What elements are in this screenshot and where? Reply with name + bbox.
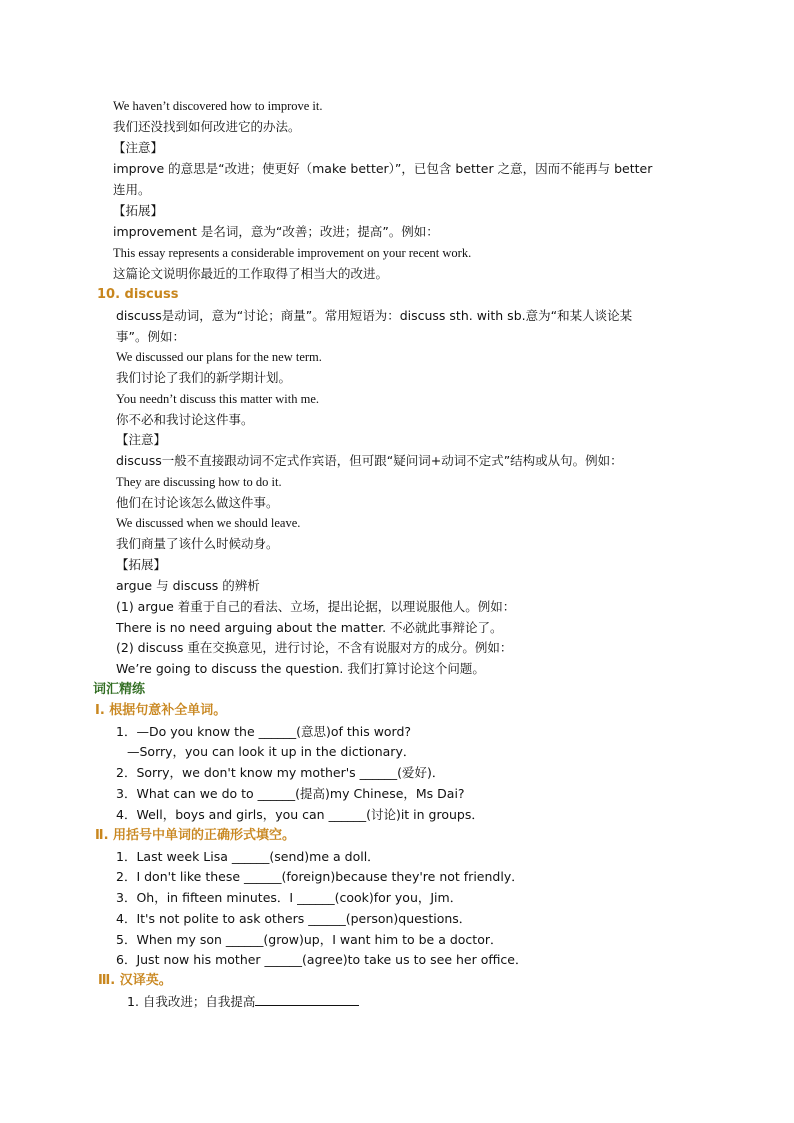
note-label: 【注意】: [116, 432, 167, 447]
extension-text: improvement 是名词，意为“改善；改进；提高”。例如：: [113, 224, 439, 239]
example-sentence: We discussed our plans for the new term.: [116, 350, 322, 364]
translation: 他们在讨论该怎么做这件事。: [116, 495, 279, 510]
extension-label: 【拓展】: [113, 203, 164, 218]
translation-item-1: [127, 993, 359, 1011]
extension-label: 【拓展】: [116, 557, 167, 572]
note-text: improve 的意思是“改进；使更好（make better）”，已包含 better 之意，因而不能再与 better: [113, 161, 653, 176]
comparison-point-2: (2) discuss 重在交换意见，进行讨论，不含有说服对方的成分。例如：: [116, 640, 513, 655]
translation: 我们商量了该什么时候动身。: [116, 536, 279, 551]
note-text-cont: 连用。: [113, 182, 151, 197]
exercise-part-1-heading: Ⅰ. 根据句意补全单词。: [95, 703, 227, 718]
exercise-item: 2．I don't like these ______(foreign)because they're not friendly．: [116, 869, 524, 884]
exercise-item: 6．Just now his mother ______(agree)to take us to see her office．: [116, 952, 528, 967]
definition-text-cont: 事”。例如：: [116, 329, 185, 344]
example-sentence: This essay represents a considerable improvement on your recent work.: [113, 246, 472, 260]
example-sentence: We’re going to discuss the question. 我们打算讨论这个问题。: [116, 661, 485, 676]
exercise-item: 1．—Do you know the ______(意思)of this word?: [116, 724, 412, 739]
exercise-item: 4．It's not polite to ask others ______(person)questions．: [116, 911, 472, 926]
example-sentence: You needn’t discuss this matter with me.: [116, 392, 320, 406]
translation-item-1-label: 1. 自我改进；自我提高: [127, 994, 256, 1009]
section-heading-discuss: 10. discuss: [97, 287, 179, 302]
exercise-heading: 词汇精练: [93, 682, 146, 697]
example-sentence: There is no need arguing about the matter. 不必就此事辩论了。: [116, 620, 503, 635]
translation: 这篇论文说明你最近的工作取得了相当大的改进。: [113, 266, 389, 281]
exercise-item: 4．Well，boys and girls，you can ______(讨论)it in groups．: [116, 807, 484, 822]
exercise-part-2-heading: Ⅱ. 用括号中单词的正确形式填空。: [95, 828, 296, 843]
exercise-item-answer: —Sorry，you can look it up in the dictionary．: [127, 744, 416, 759]
exercise-item: 3．What can we do to ______(提高)my Chinese，Ms Dai?: [116, 786, 465, 801]
example-sentence: We discussed when we should leave.: [116, 516, 301, 530]
exercise-item: 3．Oh，in fifteen minutes．I ______(cook)for you，Jim．: [116, 890, 463, 905]
note-label: 【注意】: [113, 140, 164, 155]
note-text: discuss一般不直接跟动词不定式作宾语，但可跟“疑问词+动词不定式”结构或从句。例如：: [116, 453, 623, 468]
definition-text: discuss是动词，意为“讨论；商量”。常用短语为：discuss sth. with sb.意为“和某人谈论某: [116, 308, 633, 323]
translation: 我们讨论了我们的新学期计划。: [116, 370, 292, 385]
example-sentence: We haven’t discovered how to improve it.: [113, 99, 323, 113]
answer-blank[interactable]: [255, 993, 359, 1006]
example-sentence: They are discussing how to do it.: [116, 475, 282, 489]
exercise-part-3-heading: Ⅲ. 汉译英。: [98, 973, 172, 988]
exercise-item: 2．Sorry，we don't know my mother's ______(爱好)．: [116, 765, 445, 780]
translation: 你不必和我讨论这件事。: [116, 412, 254, 427]
comparison-title: argue 与 discuss 的辨析: [116, 578, 260, 593]
exercise-item: 1．Last week Lisa ______(send)me a doll．: [116, 849, 380, 864]
exercise-item: 5．When my son ______(grow)up，I want him to be a doctor．: [116, 932, 503, 947]
translation: 我们还没找到如何改进它的办法。: [113, 119, 301, 134]
comparison-point-1: (1) argue 着重于自己的看法、立场，提出论据，以理说服他人。例如：: [116, 599, 516, 614]
